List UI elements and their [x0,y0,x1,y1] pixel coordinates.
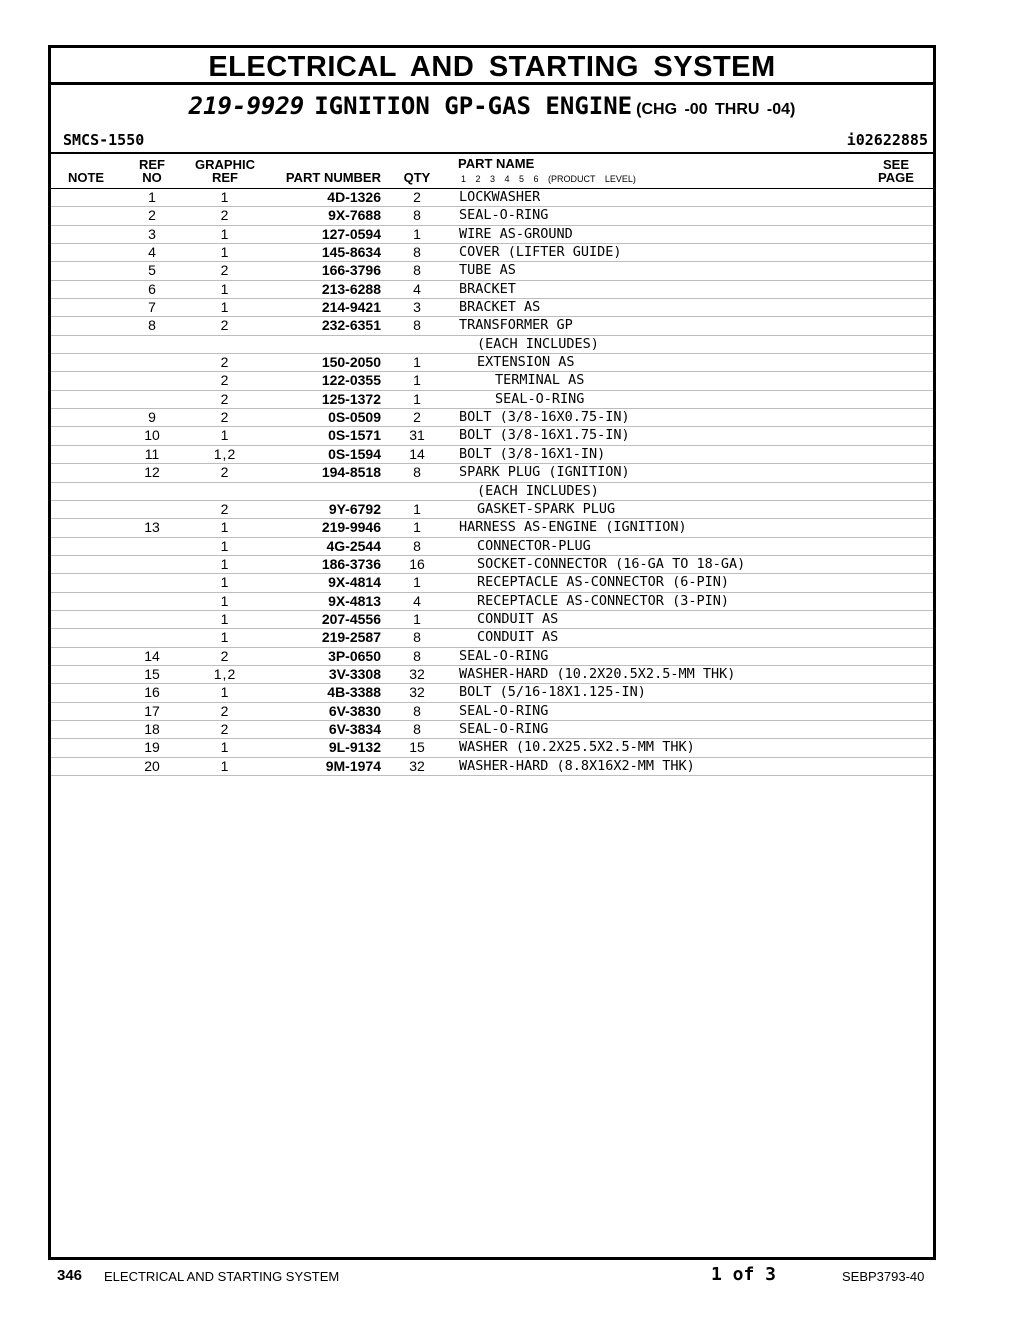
col-see-label: SEE [882,157,909,172]
ref-no: 20 [144,757,160,774]
table-row [51,501,933,519]
quantity: 4 [413,280,421,297]
col-qty: QTY [403,170,431,185]
ref-no: 6 [148,280,156,297]
part-name: WASHER (10.2X25.5X2.5-MM THK) [459,739,695,756]
col-part-number: PART NUMBER [285,170,381,185]
smcs-code: SMCS-1550 [63,131,145,149]
quantity: 8 [413,244,421,261]
part-name: BOLT (3/8-16X0.75-IN) [459,409,630,426]
quantity: 8 [413,720,421,737]
graphic-ref: 1 [220,519,230,536]
table-row [51,372,933,390]
part-number: 9Y-6792 [328,500,381,517]
ref-no: 15 [144,665,160,682]
quantity: 8 [413,629,421,646]
graphic-ref: 1 [220,629,230,646]
quantity: 32 [409,665,425,682]
part-number: 145-8634 [321,244,381,261]
part-number: 9X-7688 [328,207,381,224]
ref-no: 17 [144,702,160,719]
column-headers [51,158,933,188]
ref-no: 13 [144,519,160,536]
graphic-ref: 2 [220,464,230,481]
ref-no: 19 [144,739,160,756]
part-number: 232-6351 [321,317,381,334]
table-row [51,244,933,262]
graphic-ref: 1 [220,592,230,609]
part-number: 4G-2544 [326,537,381,554]
part-number: 4B-3388 [327,684,381,701]
footer-page-of: 1 of 3 [711,1264,777,1285]
graphic-ref: 1 [220,610,230,627]
graphic-ref: 1 [220,757,230,774]
part-number: 219-2587 [321,629,381,646]
part-name: SEAL-O-RING [459,647,549,664]
graphic-ref: 2 [220,409,230,426]
page-footer [0,1264,1020,1288]
ref-no: 9 [148,409,156,426]
ref-no: 2 [148,207,156,224]
table-row [51,648,933,666]
part-number: 4D-1326 [327,189,381,205]
part-name: BOLT (3/8-16X1-IN) [459,445,606,462]
part-number: 150-2050 [321,354,381,371]
graphic-ref: 1 [220,244,230,261]
table-row [51,427,933,445]
part-name: WASHER-HARD (8.8X16X2-MM THK) [459,757,695,774]
part-name: TRANSFORMER GP [459,317,573,334]
col-part-name: PART NAME [458,156,535,171]
part-number: 125-1372 [321,390,381,407]
document-identifier: i02622885 [846,131,928,149]
part-number: 219-9946 [321,519,381,536]
footer-document-number: SEBP3793-40 [842,1269,925,1284]
graphic-ref: 2 [220,647,230,664]
graphic-ref: 2 [220,262,230,279]
serial-range: (CHG -00 THRU -04) [636,101,796,118]
quantity: 1 [413,574,421,591]
part-number: 9X-4814 [328,574,381,591]
graphic-ref: 1 [220,537,230,554]
part-name: EXTENSION AS [477,354,575,371]
quantity: 4 [413,592,421,609]
part-number: 6V-3834 [328,720,381,737]
ref-no: 4 [148,244,156,261]
header-divider [51,152,933,154]
quantity: 8 [413,262,421,279]
table-row [51,739,933,757]
part-number: 207-4556 [321,610,381,627]
part-name: WIRE AS-GROUND [459,225,573,242]
graphic-ref: 2 [220,317,230,334]
ref-no: 14 [144,647,160,664]
part-number: 9M-1974 [325,757,381,774]
part-name: CONDUIT AS [477,610,559,627]
part-name: BRACKET [459,280,516,297]
quantity: 15 [409,739,425,756]
col-graphic-label: GRAPHIC [195,157,255,172]
quantity: 32 [409,684,425,701]
table-row [51,574,933,592]
table-row [51,556,933,574]
part-name: CONDUIT AS [477,629,559,646]
ref-no: 5 [148,262,156,279]
table-row [51,354,933,372]
part-number: 0S-0509 [328,409,381,426]
quantity: 8 [413,647,421,664]
quantity: 32 [409,757,425,774]
graphic-ref: 1 [220,574,230,591]
table-row [51,336,933,354]
table-row [51,703,933,721]
graphic-ref: 1 [220,555,230,572]
ref-no: 11 [144,445,160,462]
ref-no: 18 [144,720,160,737]
graphic-ref: 1 [220,299,230,316]
part-number: 213-6288 [321,280,381,297]
part-number: 194-8518 [321,464,381,481]
graphic-ref: 1 [220,739,230,756]
quantity: 3 [413,299,421,316]
col-note: NOTE [67,170,105,185]
table-row [51,226,933,244]
quantity: 1 [413,500,421,517]
graphic-ref: 2 [220,500,230,517]
part-name: SEAL-O-RING [459,720,549,737]
table-row [51,611,933,629]
quantity: 1 [413,610,421,627]
part-number: 122-0355 [321,372,381,389]
part-name: SEAL-O-RING [495,390,585,407]
table-row [51,281,933,299]
col-page-label: PAGE [878,170,914,185]
part-name: SEAL-O-RING [459,702,549,719]
table-row [51,391,933,409]
part-number: 3P-0650 [328,647,381,664]
graphic-ref: 2 [220,207,230,224]
quantity: 1 [413,390,421,407]
graphic-ref: 1,2 [213,665,237,682]
graphic-ref: 1 [220,189,230,205]
quantity: 8 [413,317,421,334]
part-name: LOCKWASHER [459,189,541,205]
quantity: 16 [409,555,425,572]
ref-no: 3 [148,225,156,242]
part-name: SPARK PLUG (IGNITION) [459,464,630,481]
graphic-ref: 1 [220,280,230,297]
quantity: 2 [413,409,421,426]
part-number: 9L-9132 [328,739,381,756]
table-row [51,207,933,225]
graphic-ref: 2 [220,354,230,371]
part-name: RECEPTACLE AS-CONNECTOR (3-PIN) [477,592,729,609]
parts-table [51,189,933,776]
part-number: 0S-1594 [328,445,381,462]
part-number: 0S-1571 [328,427,381,444]
group-number: 219-9929 [188,92,305,120]
col-no-label: NO [142,170,162,185]
part-name: COVER (LIFTER GUIDE) [459,244,622,261]
part-number: 9X-4813 [328,592,381,609]
ref-no: 8 [148,317,156,334]
col-see-page [866,158,926,184]
col-graphic-ref-label: REF [212,170,238,185]
part-number: 186-3736 [321,555,381,572]
part-number: 3V-3308 [328,665,381,682]
quantity: 8 [413,464,421,481]
table-row [51,262,933,280]
table-row [51,721,933,739]
quantity: 1 [413,225,421,242]
table-row [51,446,933,464]
quantity: 31 [409,427,425,444]
part-name: TUBE AS [459,262,516,279]
col-graphic-ref [191,158,259,184]
graphic-ref: 1,2 [213,445,237,462]
table-row [51,483,933,501]
group-name: IGNITION GP-GAS ENGINE [314,92,633,120]
part-number: 166-3796 [321,262,381,279]
ref-no: 1 [148,189,156,205]
footer-page-number: 346 [57,1267,83,1284]
footer-section: ELECTRICAL AND STARTING SYSTEM [104,1269,340,1284]
graphic-ref: 2 [220,372,230,389]
graphic-ref: 2 [220,390,230,407]
col-ref-no [126,158,178,184]
table-row [51,629,933,647]
part-name: RECEPTACLE AS-CONNECTOR (6-PIN) [477,574,729,591]
part-name: BRACKET AS [459,299,541,316]
graphic-ref: 1 [220,427,230,444]
title-divider [51,82,933,85]
quantity: 14 [409,445,425,462]
graphic-ref: 1 [220,225,230,242]
part-name: BOLT (3/8-16X1.75-IN) [459,427,630,444]
col-product-levels: 1 2 3 4 5 6 (PRODUCT LEVEL) [461,174,636,184]
quantity: 8 [413,207,421,224]
part-number: 6V-3830 [328,702,381,719]
page-title: ELECTRICAL AND STARTING SYSTEM [208,51,776,83]
quantity: 8 [413,702,421,719]
part-name: HARNESS AS-ENGINE (IGNITION) [459,519,687,536]
part-number: 127-0594 [321,225,381,242]
table-row [51,666,933,684]
ref-no: 7 [148,299,156,316]
part-name: GASKET-SPARK PLUG [477,500,616,517]
table-row [51,593,933,611]
graphic-ref: 2 [220,720,230,737]
part-name: SEAL-O-RING [459,207,549,224]
table-row [51,538,933,556]
part-name: WASHER-HARD (10.2X20.5X2.5-MM THK) [459,665,736,682]
part-name: (EACH INCLUDES) [477,482,599,499]
page-frame [48,45,936,1260]
part-name: CONNECTOR-PLUG [477,537,591,554]
quantity: 8 [413,537,421,554]
table-row [51,519,933,537]
table-row [51,464,933,482]
table-row [51,758,933,776]
ref-no: 16 [144,684,160,701]
quantity: 1 [413,519,421,536]
ref-no: 10 [144,427,160,444]
part-name: BOLT (5/16-18X1.125-IN) [459,684,646,701]
part-name: TERMINAL AS [495,372,585,389]
table-row [51,189,933,207]
graphic-ref: 2 [220,702,230,719]
table-row [51,684,933,702]
table-row [51,317,933,335]
col-ref-label: REF [139,157,165,172]
graphic-ref: 1 [220,684,230,701]
ref-no: 12 [144,464,160,481]
table-row [51,299,933,317]
part-name: (EACH INCLUDES) [477,335,599,352]
quantity: 2 [413,189,421,205]
quantity: 1 [413,354,421,371]
table-row [51,409,933,427]
quantity: 1 [413,372,421,389]
part-name: SOCKET-CONNECTOR (16-GA TO 18-GA) [477,555,746,572]
group-heading [51,90,933,122]
part-number: 214-9421 [321,299,381,316]
